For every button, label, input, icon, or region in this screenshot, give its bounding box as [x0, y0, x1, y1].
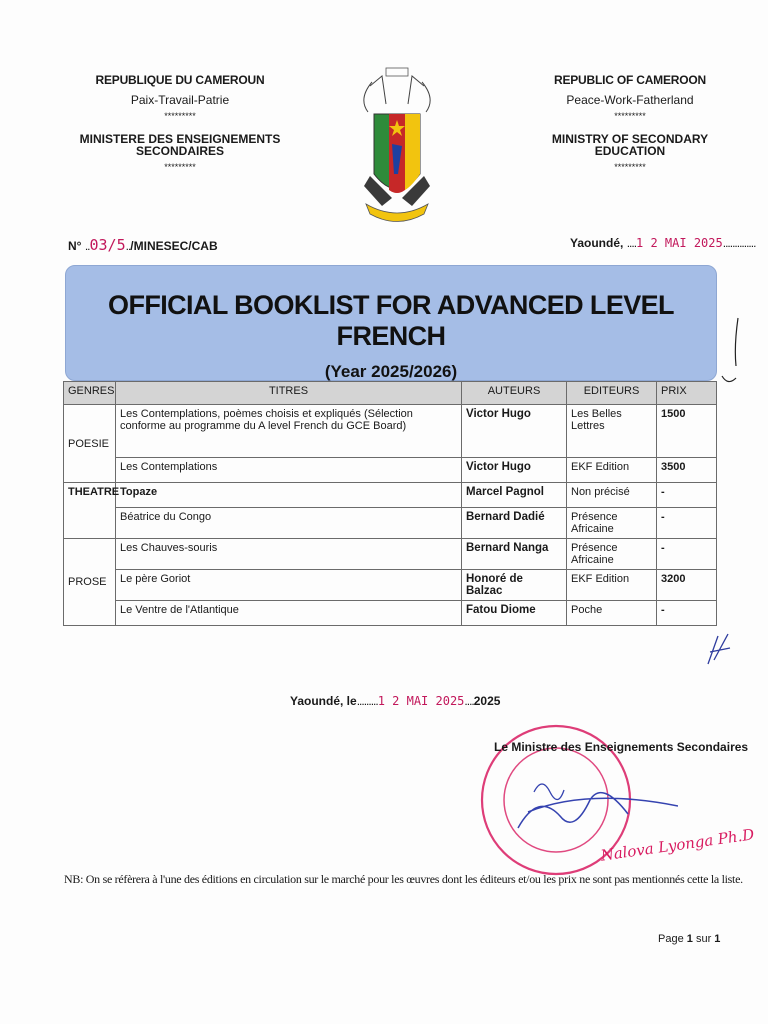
author-cell: Honoré de Balzac [462, 570, 567, 601]
date-stamp: 1 2 MAI 2025 [377, 694, 465, 708]
price-cell: 3500 [657, 458, 717, 483]
ministry-fr: MINISTERE DES ENSEIGNEMENTS SECONDAIRES [79, 132, 281, 158]
signature-date-line [290, 694, 500, 708]
author-cell: Victor Hugo [462, 405, 567, 458]
publisher-cell: Présence Africaine [567, 539, 657, 570]
author-cell: Victor Hugo [462, 458, 567, 483]
booklist-table [63, 381, 717, 626]
title-cell: Les Contemplations [116, 458, 462, 483]
table-row [64, 539, 717, 570]
title-cell: Les Chauves-souris [116, 539, 462, 570]
date-prefix: Yaoundé, le [290, 694, 357, 708]
author-cell: Fatou Diome [462, 601, 567, 626]
table-row [64, 601, 717, 626]
stars-separator: ********* [614, 111, 646, 121]
author-cell: Bernard Nanga [462, 539, 567, 570]
title-cell: Le père Goriot [116, 570, 462, 601]
table-row [64, 458, 717, 483]
page-label: Page [658, 933, 684, 945]
reference-date [570, 236, 755, 250]
ref-dots: .. [125, 239, 131, 253]
table-row [64, 405, 717, 458]
publisher-cell: Les Belles Lettres [567, 405, 657, 458]
official-stamp-icon [478, 696, 678, 896]
header-prix: PRIX [657, 382, 717, 405]
price-cell: - [657, 601, 717, 626]
date-dots: ......... [356, 694, 378, 708]
ref-dots: .............. [722, 236, 756, 250]
genre-cell: PROSE [64, 539, 116, 626]
author-cell: Marcel Pagnol [462, 483, 567, 508]
ministry-en: MINISTRY OF SECONDARY EDUCATION [551, 132, 709, 158]
publisher-cell: EKF Edition [567, 570, 657, 601]
header-genres: GENRES [64, 382, 116, 405]
price-cell: - [657, 508, 717, 539]
table-row [64, 508, 717, 539]
price-cell: - [657, 483, 717, 508]
price-cell: - [657, 539, 717, 570]
price-cell: 1500 [657, 405, 717, 458]
page-number [658, 933, 720, 945]
header-titres: TITRES [116, 382, 462, 405]
header-auteurs: AUTEURS [462, 382, 567, 405]
title-box [65, 265, 717, 381]
date-dots: .... [464, 694, 474, 708]
title-cell: Le Ventre de l'Atlantique [116, 601, 462, 626]
ref-dots: .. [84, 239, 90, 253]
motto-fr: Paix-Travail-Patrie [130, 93, 230, 107]
title-cell: Topaze [116, 483, 462, 508]
country-fr: REPUBLIQUE DU CAMEROUN [95, 73, 265, 87]
page-total: 1 [714, 933, 721, 945]
ref-handwritten-number: 03/5 [89, 236, 126, 254]
page-of: sur [695, 933, 712, 945]
handwritten-signature-name: Nalova Lyonga Ph.D [599, 825, 756, 865]
cameroon-coat-of-arms-icon [352, 64, 442, 229]
header-editeurs: EDITEURS [567, 382, 657, 405]
handwritten-tick-marks [700, 630, 736, 670]
motto-en: Peace-Work-Fatherland [566, 93, 694, 107]
publisher-cell: Poche [567, 601, 657, 626]
title-cell: Béatrice du Congo [116, 508, 462, 539]
stars-separator: ********* [164, 162, 196, 172]
date-suffix: 2025 [473, 694, 501, 708]
minister-title: Le Ministre des Enseignements Secondaires [494, 740, 749, 754]
table-row [64, 483, 717, 508]
genre-cell: THEATRE [64, 483, 116, 539]
ref-suffix: /MINESEC/CAB [130, 239, 218, 253]
reference-number [68, 236, 218, 254]
price-cell: 3200 [657, 570, 717, 601]
page-title: OFFICIAL BOOKLIST FOR ADVANCED LEVEL FRENCH [108, 290, 674, 351]
page-subtitle-year: (Year 2025/2026) [324, 362, 458, 381]
publisher-cell: EKF Edition [567, 458, 657, 483]
table-row [64, 570, 717, 601]
header-left [60, 74, 300, 172]
publisher-cell: Non précisé [567, 483, 657, 508]
author-cell: Bernard Dadié [462, 508, 567, 539]
stars-separator: ********* [614, 162, 646, 172]
ref-city: Yaoundé, [570, 236, 624, 250]
ref-prefix: N° [68, 239, 82, 253]
title-cell: Les Contemplations, poèmes choisis et expliqués (Sélection conforme au programme du A level French du GCE Board) [116, 405, 462, 458]
ref-date-stamp: 1 2 MAI 2025 [636, 236, 723, 250]
header-right [520, 74, 740, 172]
margin-pen-mark [716, 316, 746, 386]
ref-dots: .... [626, 236, 637, 250]
footnote: NB: On se réfèrera à l'une des éditions en circulation sur le marché pour les œuvres dont les éditeurs et/ou les prix ne sont pas mentionnés cette la liste. [64, 872, 743, 886]
table-header-row [64, 382, 717, 405]
country-en: REPUBLIC OF CAMEROON [553, 73, 706, 87]
publisher-cell: Présence Africaine [567, 508, 657, 539]
stars-separator: ********* [164, 111, 196, 121]
genre-cell: POESIE [64, 405, 116, 483]
page-current: 1 [686, 933, 693, 945]
